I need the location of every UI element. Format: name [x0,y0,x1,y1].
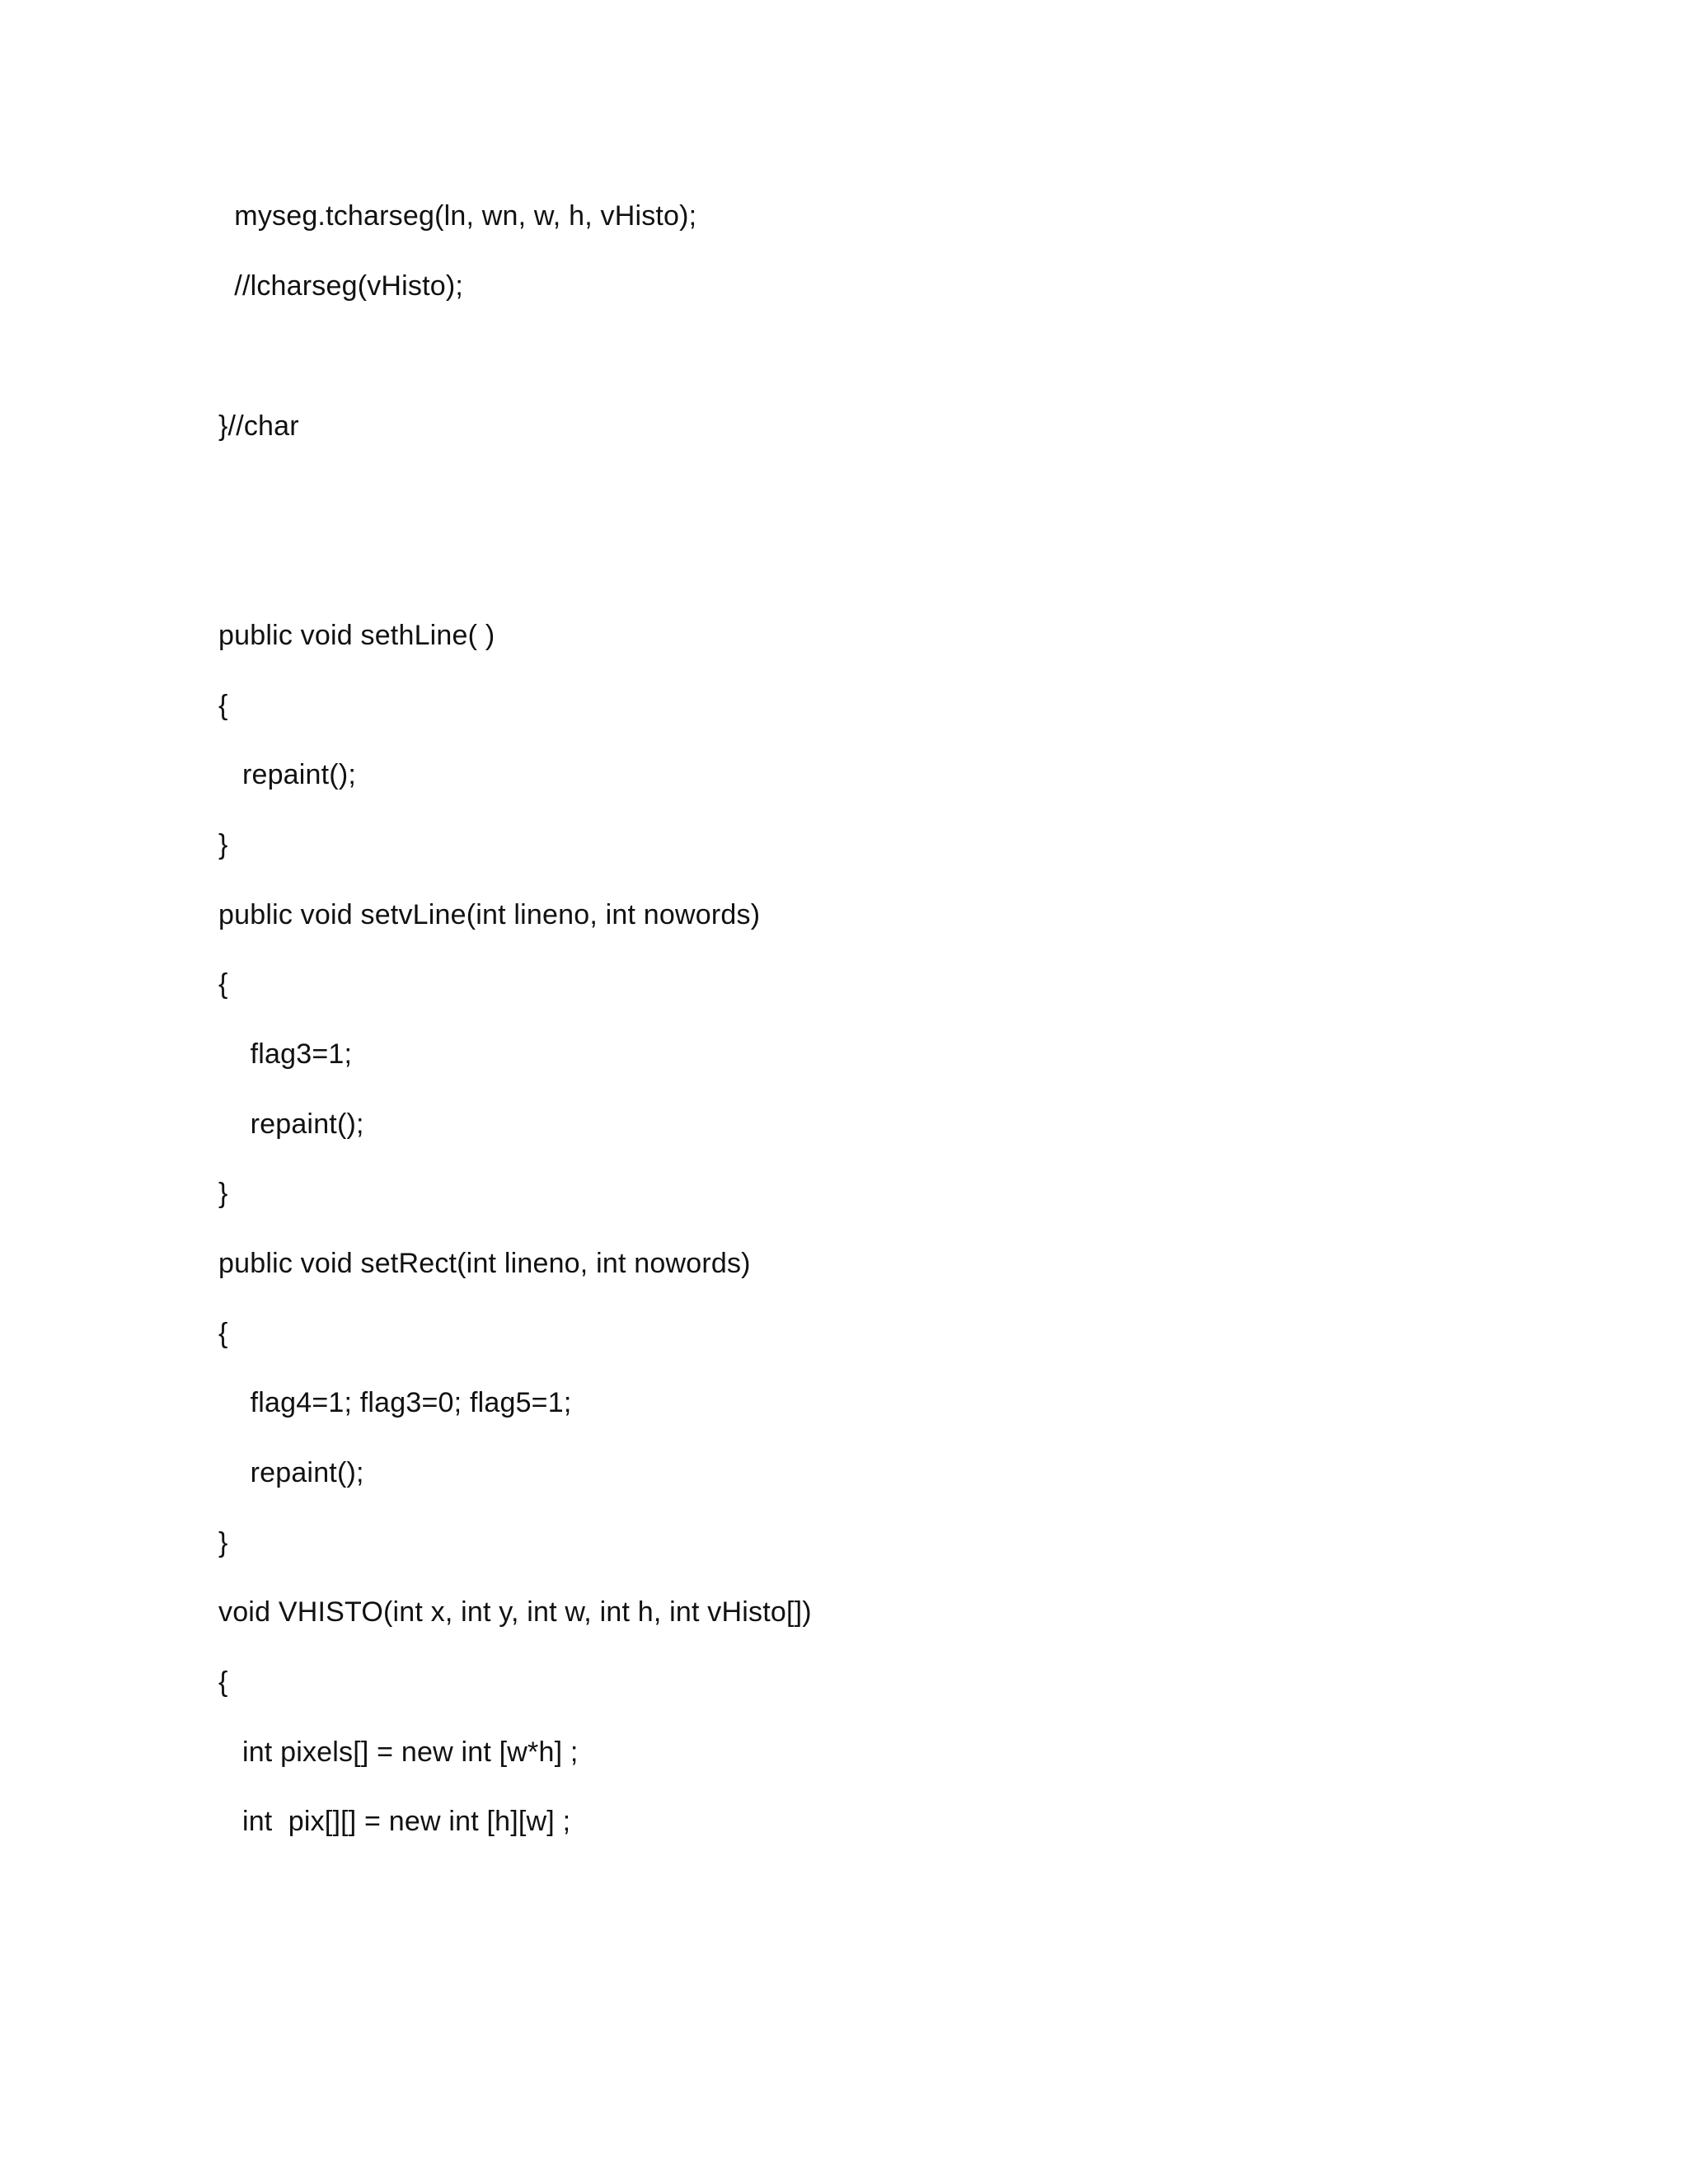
code-line-6: repaint(); [218,759,356,790]
code-line-16: repaint(); [218,1457,364,1488]
code-line-11: repaint(); [218,1108,364,1140]
code-line-20: int pixels[] = new int [w*h] ; [218,1736,579,1768]
code-line-13: public void setRect(int lineno, int nowords) [218,1248,751,1279]
code-line-1: myseg.tcharseg(ln, wn, w, h, vHisto); [218,200,697,232]
code-line-9: { [218,968,228,1000]
code-line-15: flag4=1; flag3=0; flag5=1; [218,1387,572,1418]
code-line-14: { [218,1318,228,1349]
code-line-7: } [218,829,228,860]
code-line-18: void VHISTO(int x, int y, int w, int h, int vHisto[]) [218,1596,812,1628]
code-line-21: int pix[][] = new int [h][w] ; [218,1806,571,1837]
code-line-2: //lcharseg(vHisto); [218,270,464,302]
code-line-5: { [218,690,228,721]
code-line-17: } [218,1527,228,1558]
code-line-12: } [218,1178,228,1209]
code-line-10: flag3=1; [218,1038,353,1070]
code-line-19: { [218,1666,228,1698]
code-line-4: public void sethLine( ) [218,620,495,651]
code-line-3: }//char [218,410,299,442]
code-line-8: public void setvLine(int lineno, int nowords) [218,899,761,930]
